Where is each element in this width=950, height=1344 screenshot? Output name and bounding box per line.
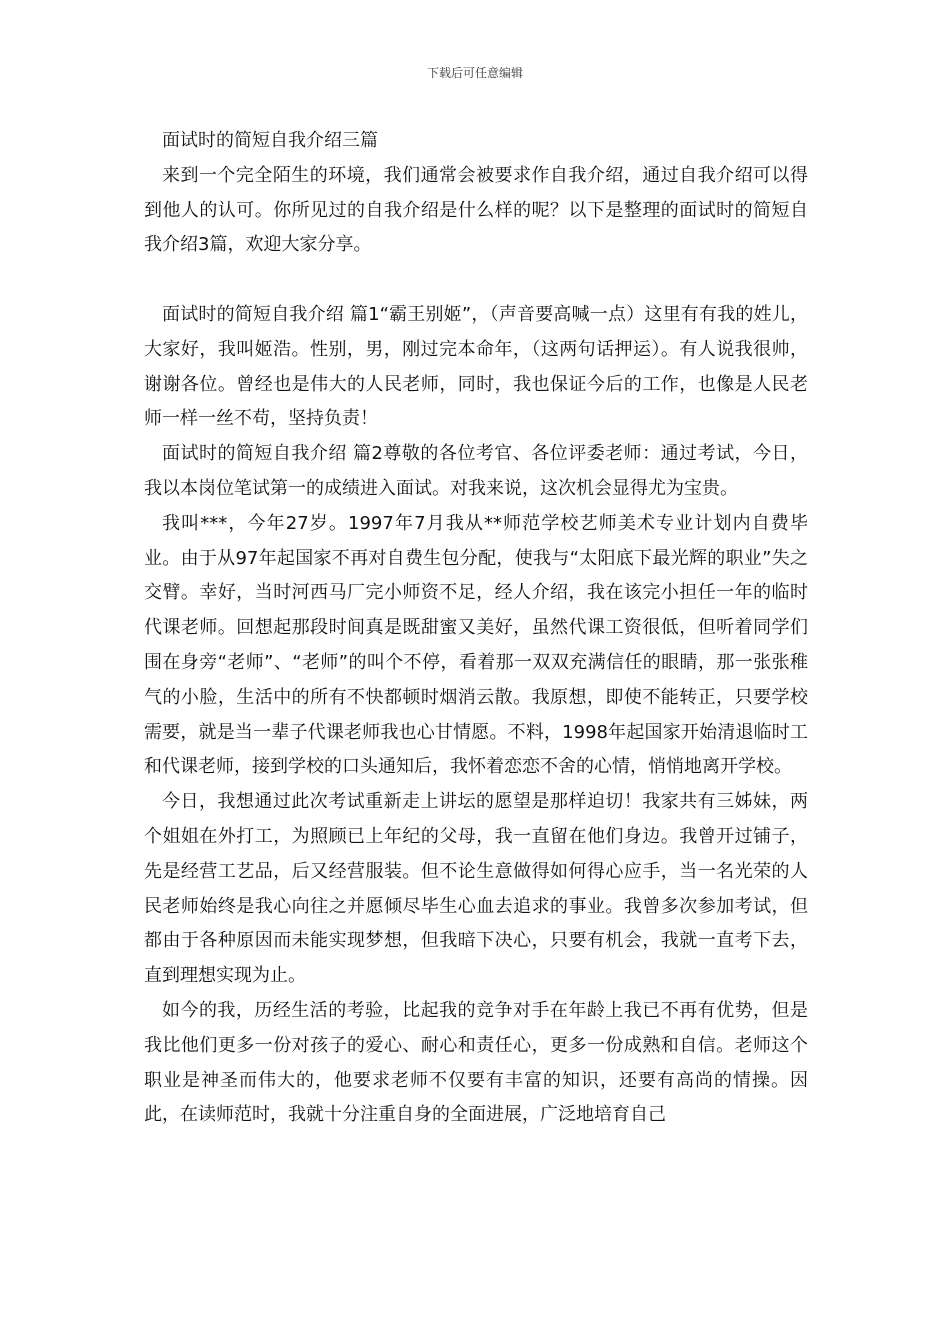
paragraph-4: 今日，我想通过此次考试重新走上讲坛的愿望是那样迫切！我家共有三姊妹，两个姐姐在外打工，为照顾已上年纪的父母，我一直留在他们身边。我曾开过铺子，先是经营工艺品，后又经营服装。但不论生意做得如何得心应手，当一名光荣的人民老师始终是我心向往之并愿倾尽毕生心血去追求的事业。我曾多次参加考试，但都由于各种原因而未能实现梦想，但我暗下决心，只要有机会，我就一直考下去，直到理想实现为止。 [144,791,808,987]
paragraph-5: 如今的我，历经生活的考验，比起我的竞争对手在年龄上我已不再有优势，但是我比他们更多一份对孩子的爱心、耐心和责任心，更多一份成熟和自信。老师这个职业是神圣而伟大的，他要求老师不仅要有丰富的知识，还要有高尚的情操。因此，在读师范时，我就十分注重自身的全面进展，广泛地培育自己 [144,999,808,1126]
paragraph-2: 面试时的简短自我介绍 篇2尊敬的各位考官、各位评委老师：通过考试，今日，我以本岗位笔试第一的成绩进入面试。对我来说，这次机会显得尤为宝贵。 [144,443,808,499]
page-header: 下载后可任意编辑 [426,66,523,80]
paragraph-1: 面试时的简短自我介绍 篇1“霸王别姬”，（声音要高喊一点）这里有有我的姓儿，大家好，我叫姬浩。性别，男，刚过完本命年，（这两句话押运）。有人说我很帅，谢谢各位。曾经也是伟大的人民老师，同时，我也保证今后的工作，也像是人民老师一样一丝不苟，坚持负责！ [144,303,808,430]
paragraph-3: 我叫***，今年27岁。1997年7月我从**师范学校艺师美术专业计划内自费毕业。由于从97年起国家不再对自费生包分配，使我与“太阳底下最光辉的职业”失之交臂。幸好，当时河西马厂完小师资不足，经人介绍，我在该完小担任一年的临时代课老师。回想起那段时间真是既甜蜜又美好，虽然代课工资很低，但听着同学们围在身旁“老师”、“老师”的叫个不停，看着那一双双充满信任的眼睛，那一张张稚气的小脸，生活中的所有不快都顿时烟消云散。我原想，即使不能转正，只要学校需要，就是当一辈子代课老师我也心甘情愿。不料，1998年起国家开始清退临时工和代课老师，接到学校的口头通知后，我怀着恋恋不舍的心情，悄悄地离开学校。 [144,512,808,778]
document-body [144,124,808,1133]
document-title: 面试时的简短自我介绍三篇 [162,130,378,151]
paragraph-intro: 来到一个完全陌生的环境，我们通常会被要求作自我介绍，通过自我介绍可以得到他人的认可。你所见过的自我介绍是什么样的呢？以下是整理的面试时的简短自我介绍3篇，欢迎大家分享。 [144,164,808,256]
